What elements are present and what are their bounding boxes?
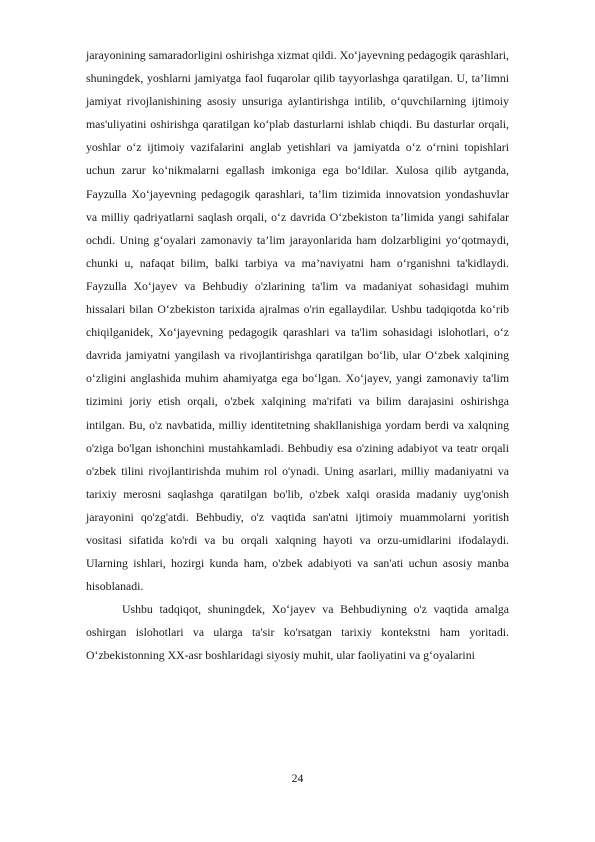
paragraph-2: Ushbu tadqiqot, shuningdek, Xo‘jayev va Behbudiyning o'z vaqtida amalga oshirgan islohotlari va ularga ta'sir ko'rsatgan tarixiy kontekstni ham yoritadi. O‘zbekistonning XX-asr boshlaridagi siyosiy muhit, ular faoliyatini va g‘oyalarini bbox=[86, 602, 509, 663]
paragraph-1: jarayonining samaradorligini oshirishga xizmat qildi. Xo‘jayevning pedagogik qarashlari, shuningdek, yoshlarni jamiyatga faol fuqarolar qilib tayyorlashga qaratilgan. U, ta’limni jamiyat rivojlanishining asosiy unsuriga aylantirishga intilib, o‘quvchilarning ijtimoiy mas'uliyatini oshirishga qaratilgan ko‘plab dasturlarni ishlab chiqdi. Bu dasturlar orqali, yoshlar o‘z ijtimoiy vazifalarini anglab yetishlari va jamiyatda o‘z o‘rnini topishlari uchun zarur ko‘nikmalarni egallash imkoniga ega bo‘ldilar. Xulosa qilib aytganda, Fayzulla Xo‘jayevning pedagogik qarashlari, ta’lim tizimida innovatsion yondashuvlar va milliy qadriyatlarni saqlash orqali, o‘z davrida O‘zbekiston ta’limida yangi sahifalar ochdi. Uning g‘oyalari zamonaviy ta’lim jarayonlarida ham dolzarbligini yo‘qotmaydi, chunki u, nafaqat bilim, balki tarbiya va ma’naviyatni ham o‘rganishni ta'kidlaydi. Fayzulla Xo‘jayev va Behbudiy o'zlarining ta'lim va madaniyat sohasidagi muhim hissalari bilan O‘zbekiston tarixida ajralmas o'rin egallaydilar. Ushbu tadqiqotda ko‘rib chiqilganidek, Xo‘jayevning pedagogik qarashlari va ta'lim sohasidagi islohotlari, o‘z davrida jamiyatni yangilash va rivojlantirishga qaratilgan bo‘lib, ular O‘zbek xalqining o‘zligini anglashida muhim ahamiyatga ega bo‘lgan. Xo‘jayev, yangi zamonaviy ta'lim tizimini joriy etish orqali, o'zbek xalqining ma'rifati va bilim darajasini oshirishga intilgan. Bu, o'z navbatida, milliy identitetning shakllanishiga yordam berdi va xalqning o'ziga bo'lgan ishonchini mustahkamladi. Behbudiy esa o'zining adabiyot va teatr orqali o'zbek tilini rivojlantirishda muhim rol o'ynadi. Uning asarlari, milliy madaniyatni va tarixiy merosni saqlashga qaratilgan bo'lib, o'zbek xalqi orasida madaniy uyg'onish jarayonini qo'zg'atdi. Behbudiy, o'z vaqtida san'atni ijtimoiy muammolarni yoritish vositasi sifatida ko'rdi va bu orqali xalqning hayoti va orzu-umidlarini ifodalaydi. Ularning ishlari, hozirgi kunda ham, o'zbek adabiyoti va san'ati uchun asosiy manba hisoblanadi. bbox=[86, 48, 509, 594]
body-text bbox=[86, 44, 509, 668]
page-number: 24 bbox=[291, 771, 304, 785]
